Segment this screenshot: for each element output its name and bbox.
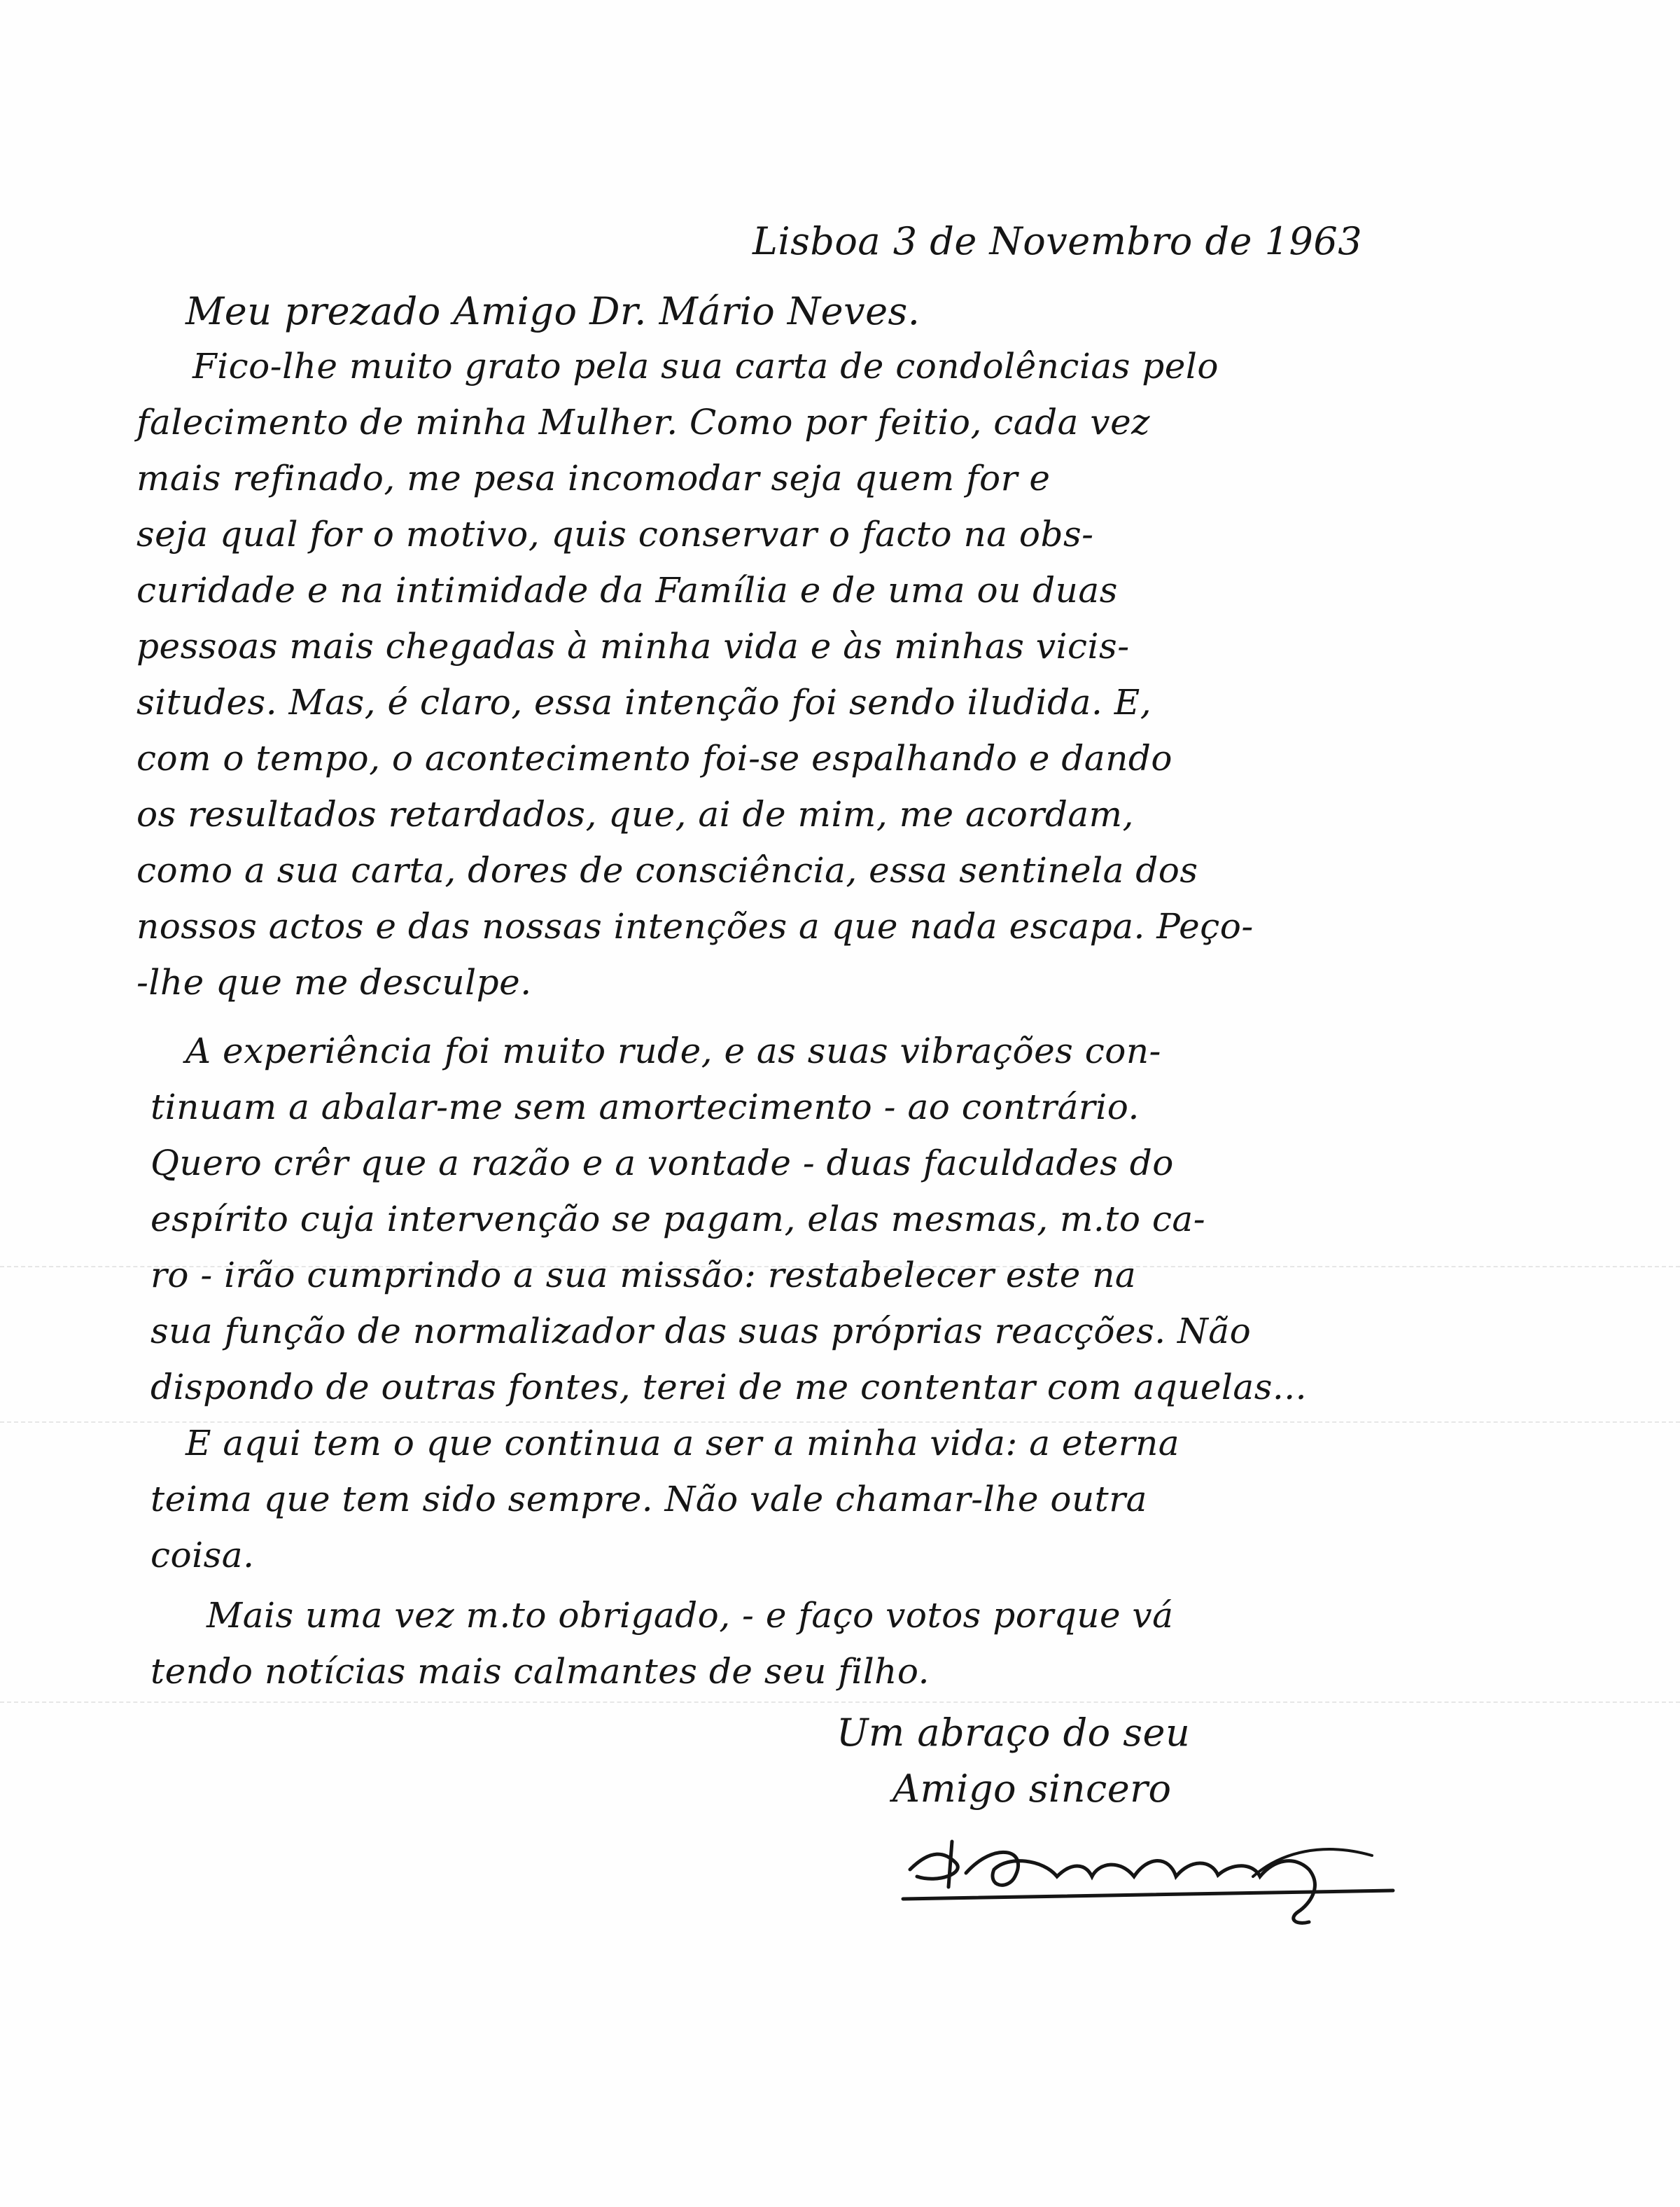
letter-line: Quero crêr que a razão e a vontade - duas faculdades do [150, 1143, 1174, 1183]
letter-line: os resultados retardados, que, ai de mim, me acordam, [136, 794, 1134, 835]
letter-line: como a sua carta, dores de consciência, essa sentinela dos [136, 850, 1198, 891]
letter-closing: Um abraço do seu [836, 1711, 1191, 1755]
letter-line: mais refinado, me pesa incomodar seja quem for e [136, 458, 1051, 499]
letter-line: sua função de normalizador das suas próprias reacções. Não [150, 1311, 1252, 1351]
letter-line: seja qual for o motivo, quis conservar o facto na obs- [136, 514, 1094, 555]
signature [889, 1820, 1421, 1926]
letter-line: tendo notícias mais calmantes de seu filho. [150, 1651, 930, 1692]
letter-line: tinuam a abalar-me sem amortecimento - ao contrário. [150, 1087, 1140, 1127]
scan-artifact-line [0, 1701, 1680, 1704]
letter-salutation: Meu prezado Amigo Dr. Mário Neves. [186, 289, 920, 333]
letter-line: coisa. [150, 1535, 255, 1575]
letter-line: espírito cuja intervenção se pagam, elas mesmas, m.to ca- [150, 1199, 1206, 1239]
letter-date: Lisboa 3 de Novembro de 1963 [752, 219, 1363, 263]
letter-line: ro - irão cumprindo a sua missão: restabelecer este na [150, 1255, 1137, 1295]
letter-line: curidade e na intimidade da Família e de uma ou duas [136, 570, 1118, 611]
letter-line: falecimento de minha Mulher. Como por feitio, cada vez [136, 402, 1150, 443]
letter-line: pessoas mais chegadas à minha vida e às minhas vicis- [136, 626, 1130, 667]
letter-line: situdes. Mas, é claro, essa intenção foi sendo iludida. E, [136, 682, 1152, 723]
letter-line: Mais uma vez m.to obrigado, - e faço votos porque vá [206, 1595, 1174, 1636]
letter-line: -lhe que me desculpe. [136, 962, 532, 1003]
letter-line: E aqui tem o que continua a ser a minha vida: a eterna [186, 1423, 1180, 1463]
letter-line: A experiência foi muito rude, e as suas vibrações con- [186, 1031, 1161, 1071]
letter-line: teima que tem sido sempre. Não vale chamar-lhe outra [150, 1479, 1147, 1519]
letter-closing-2: Amigo sincero [892, 1767, 1172, 1811]
letter-line: Fico-lhe muito grato pela sua carta de condolências pelo [192, 346, 1219, 387]
letter-line: dispondo de outras fontes, terei de me contentar com aquelas... [150, 1367, 1308, 1407]
letter-line: com o tempo, o acontecimento foi-se espalhando e dando [136, 738, 1173, 779]
letter-line: nossos actos e das nossas intenções a que nada escapa. Peço- [136, 906, 1254, 947]
